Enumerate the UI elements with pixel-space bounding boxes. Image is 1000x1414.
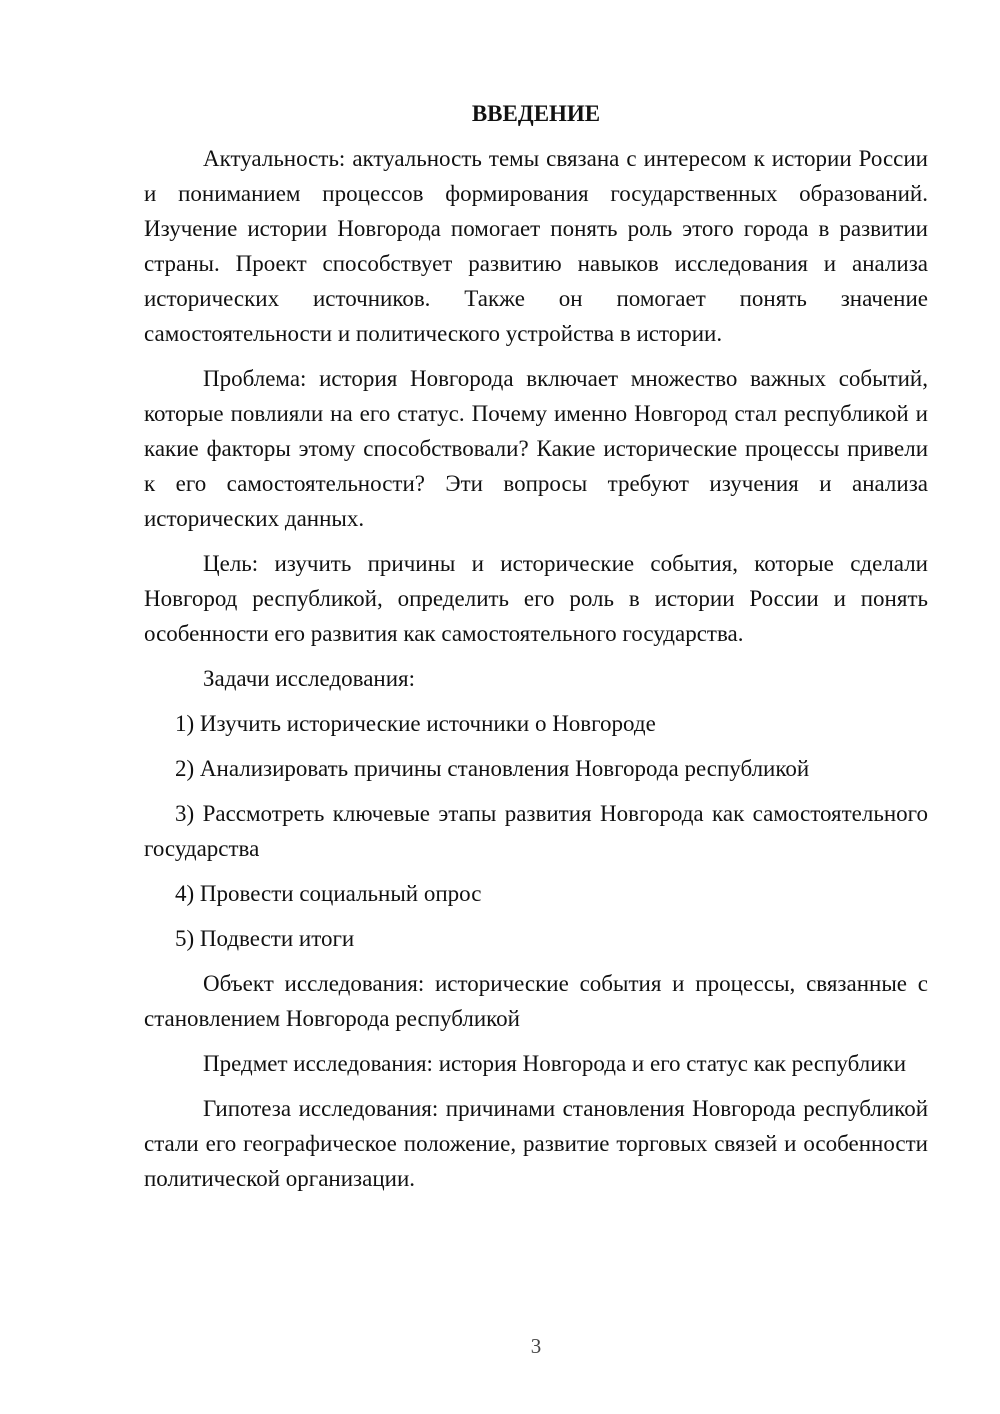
paragraph-problem: Проблема: история Новгорода включает множество важных событий, которые повлияли на его статус. Почему именно Новгород стал республикой и какие факторы этому способствовали? Какие исторические процессы привели к его самостоятельности? Эти вопросы требуют изучения и анализа исторических данных. — [144, 366, 928, 531]
page-number: 3 — [530, 1334, 542, 1358]
task-item-2: 2) Анализировать причины становления Новгорода республикой — [175, 756, 810, 781]
document-page — [144, 96, 928, 1206]
task-item-5: 5) Подвести итоги — [175, 926, 355, 951]
paragraph-object: Объект исследования: исторические события и процессы, связанные с становлением Новгорода республикой — [144, 971, 928, 1031]
task-item-4: 4) Провести социальный опрос — [175, 881, 482, 906]
task-item-1: 1) Изучить исторические источники о Новгороде — [175, 711, 656, 736]
task-item-3: 3) Рассмотреть ключевые этапы развития Новгорода как самостоятельного государства — [144, 801, 928, 861]
paragraph-hypothesis: Гипотеза исследования: причинами становления Новгорода республикой стали его географическое положение, развитие торговых связей и особенности политической организации. — [144, 1096, 928, 1191]
tasks-heading: Задачи исследования: — [203, 666, 416, 691]
paragraph-subject: Предмет исследования: история Новгорода и его статус как республики — [203, 1051, 907, 1076]
paragraph-goal: Цель: изучить причины и исторические события, которые сделали Новгород республикой, определить его роль в истории России и понять особенности его развития как самостоятельного государства. — [144, 551, 928, 646]
document-heading: ВВЕДЕНИЕ — [471, 101, 601, 126]
paragraph-relevance: Актуальность: актуальность темы связана с интересом к истории России и пониманием процессов формирования государственных образований. Изучение истории Новгорода помогает понять роль этого города в развитии страны. Проект способствует развитию навыков исследования и анализа исторических источников. Также он помогает понять значение самостоятельности и политического устройства в истории. — [144, 146, 928, 346]
